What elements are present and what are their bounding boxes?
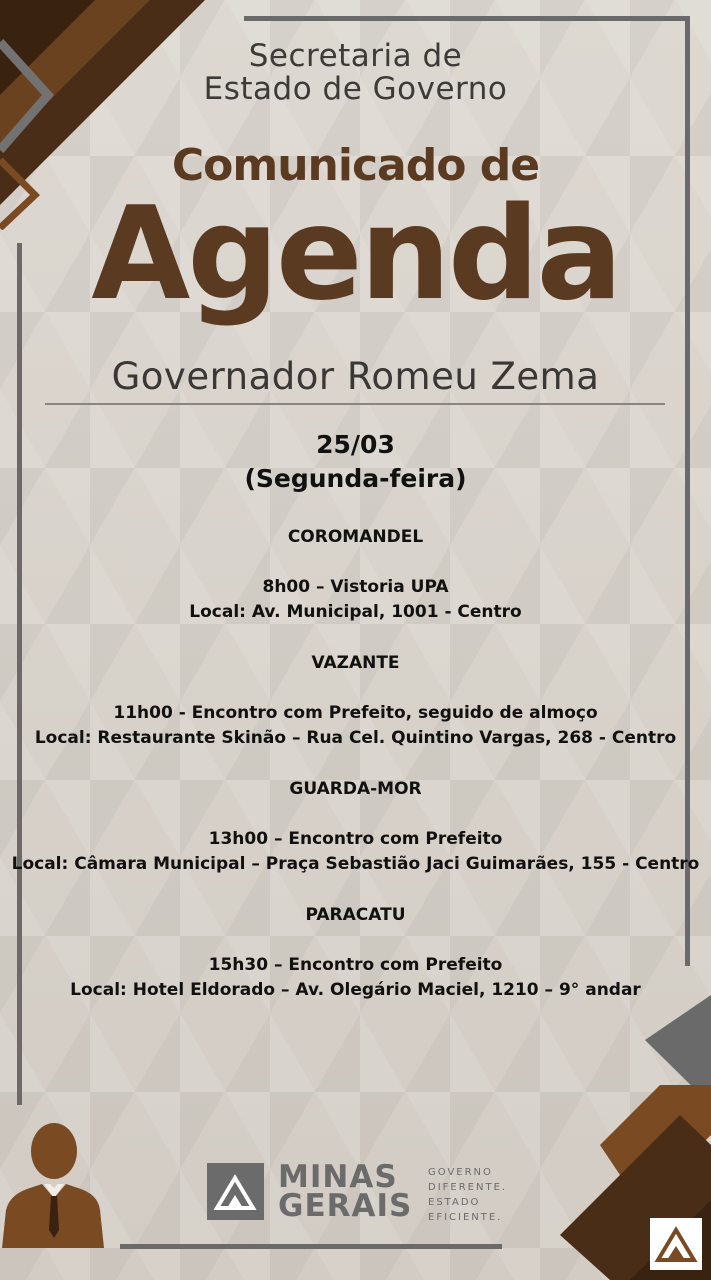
agenda-heading: Agenda bbox=[91, 180, 620, 329]
minas-gerais-logo-icon bbox=[207, 1163, 264, 1220]
brand-line-2: GERAIS bbox=[278, 1188, 413, 1224]
brand-line-1: MINAS bbox=[278, 1159, 398, 1195]
stop-location: Local: Restaurante Skinão – Rua Cel. Quintino Vargas, 268 - Centro bbox=[34, 728, 677, 748]
brand-tagline bbox=[428, 1165, 507, 1225]
stop-event: 11h00 - Encontro com Prefeito, seguido de almoço bbox=[113, 703, 598, 723]
tagline-line-2: DIFERENTE. bbox=[428, 1182, 508, 1193]
stop-event: 13h00 – Encontro com Prefeito bbox=[208, 829, 503, 849]
corner-logo-icon bbox=[650, 1218, 702, 1270]
stop-city: GUARDA-MOR bbox=[289, 779, 422, 799]
date: 25/03 bbox=[316, 430, 395, 459]
brand-name bbox=[278, 1159, 413, 1224]
stop-location: Local: Av. Municipal, 1001 - Centro bbox=[189, 602, 522, 622]
title-divider bbox=[45, 403, 665, 405]
tagline-line-1: GOVERNO bbox=[428, 1167, 493, 1178]
stop-city: COROMANDEL bbox=[287, 527, 424, 547]
tagline-line-4: EFICIENTE. bbox=[428, 1212, 503, 1223]
stop-location: Local: Hotel Eldorado – Av. Olegário Maciel, 1210 – 9° andar bbox=[70, 980, 641, 1000]
stop-city: VAZANTE bbox=[311, 653, 400, 673]
stop-event: 8h00 – Vistoria UPA bbox=[262, 577, 449, 597]
secretaria-line-1: Secretaria de bbox=[248, 38, 463, 74]
tagline-line-3: ESTADO bbox=[428, 1197, 481, 1208]
comunicado-heading: Comunicado de bbox=[171, 140, 540, 191]
stop-location: Local: Câmara Municipal – Praça Sebastião Jaci Guimarães, 155 - Centro bbox=[11, 854, 700, 874]
stop-city: PARACATU bbox=[305, 905, 406, 925]
frame-bottom-line bbox=[120, 1244, 502, 1249]
date-block bbox=[0, 428, 711, 496]
weekday: (Segunda-feira) bbox=[244, 464, 467, 493]
governor-name: Governador Romeu Zema bbox=[111, 355, 600, 398]
secretaria-line-2: Estado de Governo bbox=[203, 71, 508, 107]
stop-event: 15h30 – Encontro com Prefeito bbox=[208, 955, 503, 975]
person-icon bbox=[2, 1118, 104, 1248]
frame-top-line bbox=[244, 16, 690, 21]
secretaria-title bbox=[0, 40, 711, 106]
